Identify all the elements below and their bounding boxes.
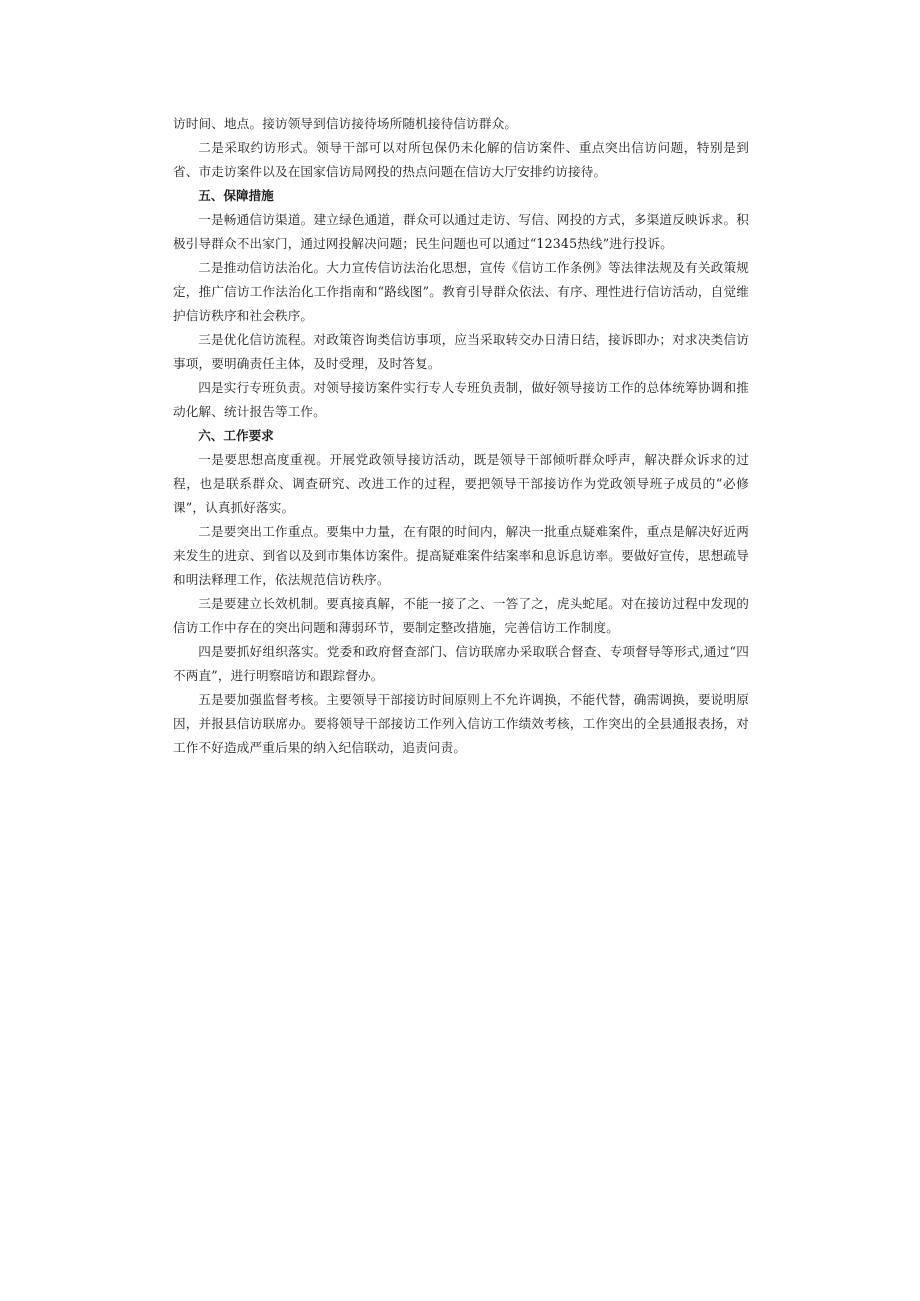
paragraph-mechanism: 三是要建立长效机制。要真接真解，不能一接了之、一答了之，虎头蛇尾。对在接访过程中发现的信访工作中存在的突出问题和薄弱环节，要制定整改措施，完善信访工作制度。 xyxy=(173,596,749,635)
paragraph-task-force: 四是实行专班负责。对领导接访案件实行专人专班负责制，做好领导接访工作的总体统筹协调和推动化解、统计报告等工作。 xyxy=(173,380,749,419)
section-heading-requirements: 六、工作要求 xyxy=(198,428,274,443)
paragraph-process: 三是优化信访流程。对政策咨询类信访事项，应当采取转交办日清日结，接诉即办；对求决类信访事项，要明确责任主体，及时受理，及时答复。 xyxy=(173,332,749,371)
paragraph-channels: 一是畅通信访渠道。建立绿色通道，群众可以通过走访、写信、网投的方式，多渠道反映诉求。积极引导群众不出家门，通过网投解决问题；民生问题也可以通过“12345热线”进行投诉。 xyxy=(173,212,749,251)
paragraph-organization: 四是要抓好组织落实。党委和政府督查部门、信访联席办采取联合督查、专项督导等形式,通过“四不两直”，进行明察暗访和跟踪督办。 xyxy=(173,644,749,683)
paragraph-appointment-visit: 二是采取约访形式。领导干部可以对所包保仍未化解的信访案件、重点突出信访问题，特别是到省、市走访案件以及在国家信访局网投的热点问题在信访大厅安排约访接待。 xyxy=(173,140,749,179)
paragraph-rule-of-law: 二是推动信访法治化。大力宣传信访法治化思想，宣传《信访工作条例》等法律法规及有关政策规定，推广信访工作法治化工作指南和“路线图”。教育引导群众依法、有序、理性进行信访活动，自觉维护信访秩序和社会秩序。 xyxy=(173,260,749,323)
paragraph-focus: 二是要突出工作重点。要集中力量，在有限的时间内，解决一批重点疑难案件，重点是解决好近两来发生的进京、到省以及到市集体访案件。提高疑难案件结案率和息诉息访率。要做好宣传，思想疏导和明法释理工作，依法规范信访秩序。 xyxy=(173,524,749,587)
section-heading-safeguards: 五、保障措施 xyxy=(198,188,274,203)
paragraph-attention: 一是要思想高度重视。开展党政领导接访活动，既是领导干部倾听群众呼声，解决群众诉求的过程，也是联系群众、调查研究、改进工作的过程，要把领导干部接访作为党政领导班子成员的“必修课”，认真抓好落实。 xyxy=(173,452,749,515)
paragraph-supervision: 五是要加强监督考核。主要领导干部接访时间原则上不允许调换，不能代替，确需调换，要说明原因，并报县信访联席办。要将领导干部接访工作列入信访工作绩效考核，工作突出的全县通报表扬，对工作不好造成严重后果的纳入纪信联动，追责问责。 xyxy=(173,692,749,755)
document-page xyxy=(173,112,749,760)
paragraph-continuation: 访时间、地点。接访领导到信访接待场所随机接待信访群众。 xyxy=(173,116,518,131)
